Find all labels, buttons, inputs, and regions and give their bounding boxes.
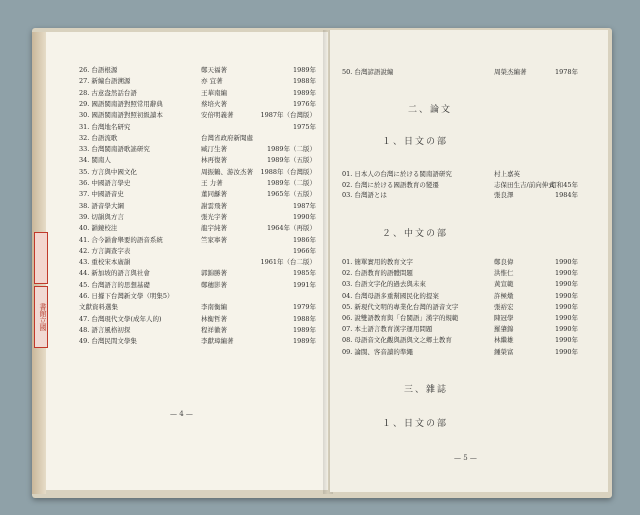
entry-author: 許極燉 — [494, 291, 514, 300]
heading-japanese-2: １、日文の部 — [382, 419, 449, 429]
heading-chinese: ２、中文の部 — [382, 229, 449, 239]
entry-year: 1985年 — [292, 269, 316, 278]
entry-year: 1990年 — [292, 212, 316, 221]
entry-title: 09. 論閩、客音讀的準繩 — [342, 347, 413, 356]
entry-title: 37. 中國語音史 — [79, 190, 124, 199]
entry-year: 1989年（二版） — [266, 179, 316, 187]
entry-year: 1989年（五版） — [266, 156, 316, 165]
entry-title: 50. 台灣諺語說編 — [342, 68, 394, 76]
entry-title: 01. 簡單實用的教育文字 — [342, 258, 413, 266]
entry-year: 1978年 — [554, 68, 578, 76]
entry-author: 王華南編 — [201, 88, 227, 97]
entry-author: 程祥徽著 — [201, 325, 227, 334]
right-page — [330, 30, 608, 492]
entry-author: 周榮杰編著 — [494, 68, 527, 76]
entry-title: 30. 國語閩南語對照初級讀本 — [79, 111, 163, 120]
entry-author: 張裕宏 — [494, 302, 514, 311]
entry-author: 林繼雄 — [494, 336, 514, 345]
entry-year: 1990年 — [554, 314, 578, 322]
entry-author: 村上嘉英 — [494, 170, 520, 178]
entry-author: 台灣省政府新聞處 — [201, 133, 253, 142]
entry-title: 34. 閩南人 — [79, 156, 111, 165]
entry-year: 1991年 — [292, 280, 316, 289]
entry-year: 1987年（台灣版） — [260, 111, 316, 120]
entry-author: 謝雲飛著 — [201, 201, 227, 210]
red-stamp — [34, 232, 48, 284]
entry-year: 1987年 — [292, 201, 316, 210]
entry-title: 38. 語音學大綱 — [79, 201, 124, 210]
entry-year: 1989年 — [292, 66, 316, 74]
entry-title: 44. 新加坡的語言與社會 — [79, 269, 150, 278]
entry-author: 董同龢著 — [201, 190, 227, 199]
right-page-number: — 5 — — [454, 454, 477, 462]
entry-author: 臧汀生著 — [201, 145, 227, 154]
entry-title: 43. 重校宋本廣韻 — [79, 258, 131, 267]
entry-author: 志保田生吉/前向伸式 — [494, 180, 555, 189]
entry-title: 41. 合今韻會舉要的語音系統 — [79, 235, 163, 244]
entry-title: 47. 台灣現代文學(成年人的) — [79, 314, 162, 323]
entry-year: 1990年 — [554, 291, 578, 300]
entry-year: 1989年（二版） — [266, 145, 316, 154]
entry-author: 鄭穗影著 — [201, 280, 227, 289]
entry-year: 1964年（再版） — [266, 224, 316, 233]
entry-title: 27. 新編台語溯源 — [79, 77, 131, 86]
entry-author: 鍾榮富 — [494, 347, 514, 356]
library-stamp: 書館立國 — [34, 286, 48, 348]
entry-title: 03. 台語文字化的過去與未來 — [342, 280, 426, 289]
entry-year: 1966年 — [292, 246, 316, 255]
entry-author: 鄭良偉 — [494, 258, 514, 266]
entry-year: 1990年 — [554, 258, 578, 266]
heading-misc: 三、雜誌 — [404, 385, 449, 395]
entry-year: 1988年 — [292, 77, 316, 86]
entry-title: 42. 方言調查字表 — [79, 246, 131, 255]
entry-author: 張良澤 — [494, 191, 514, 199]
entry-title: 01. 日本人の台灣に於ける閩南語研究 — [342, 170, 452, 178]
entry-title: 文獻資料選集 — [79, 303, 118, 312]
entry-title: 31. 台灣地名研究 — [79, 122, 131, 131]
entry-author: 龍宇純著 — [201, 224, 227, 233]
entry-year: 1975年 — [292, 122, 316, 131]
entry-year: 1986年 — [292, 235, 316, 244]
entry-title: 33. 台灣閩南語歌謠研究 — [79, 145, 150, 154]
entry-title: 08. 母語音文化觀與語與文之鄉土教育 — [342, 336, 452, 345]
entry-year: 1989年 — [292, 88, 316, 97]
entry-author: 李獻璋編著 — [201, 337, 234, 346]
entry-author: 周振鶴、游汝杰著 — [201, 167, 253, 176]
entry-title: 06. 說雙語教育與「台閩語」漢字的規範 — [342, 314, 459, 322]
entry-year: 1979年 — [292, 303, 316, 312]
entry-author: 陳冠學 — [494, 314, 514, 322]
entry-author: 林再復著 — [201, 156, 227, 165]
entry-year: 1989年 — [292, 325, 316, 334]
entry-author: 鄭天福著 — [201, 66, 227, 74]
entry-title: 45. 台灣語言的思想基礎 — [79, 280, 150, 289]
entry-title: 05. 新現代文明的專業化台灣的語音文字 — [342, 302, 459, 311]
entry-title: 03. 台灣語とは — [342, 191, 387, 199]
entry-title: 07. 本土語言教育漢字運用問題 — [342, 325, 433, 334]
entry-title: 46. 日據下台灣新文學（明集5） — [79, 292, 174, 300]
entry-author: 張光宇著 — [201, 212, 227, 221]
heading-papers: 二、論文 — [408, 105, 453, 115]
entry-year: 1961年（台二版） — [260, 258, 316, 267]
entry-year: 1990年 — [554, 325, 578, 334]
entry-year: 1990年 — [554, 302, 578, 311]
heading-japanese: １、日文の部 — [382, 137, 449, 147]
entry-author: 王 力著 — [201, 179, 223, 187]
entry-title: 48. 語言風格初探 — [79, 325, 131, 334]
entry-title: 02. 台灣に於ける國語教育の變遷 — [342, 180, 439, 189]
entry-title: 04. 台灣母語多重幫國民化的提案 — [342, 291, 439, 300]
entry-author: 安倍明義著 — [201, 111, 234, 120]
entry-author: 郭錦勝著 — [201, 269, 227, 278]
entry-author: 李南衡編 — [201, 303, 227, 312]
entry-year: 1989年 — [292, 337, 316, 346]
entry-year: 昭和45年 — [550, 180, 578, 189]
left-page-number: — 4 — — [170, 410, 193, 418]
entry-title: 02. 台語教育的語體問題 — [342, 269, 413, 278]
entry-author: 黃宣範 — [494, 280, 514, 289]
entry-title: 36. 中國語言學史 — [79, 179, 131, 187]
entry-year: 1965年（五版） — [266, 190, 316, 199]
entry-author: 羅肇錦 — [494, 325, 514, 334]
entry-author: 亦 宜著 — [201, 77, 223, 86]
entry-author: 竺家寧著 — [201, 235, 227, 244]
entry-title: 29. 國語閩南語對照常用辭典 — [79, 99, 163, 108]
entry-year: 1988年（台灣版） — [260, 167, 316, 176]
entry-title: 26. 台語根源 — [79, 66, 118, 74]
entry-author: 洪惟仁 — [494, 269, 514, 278]
entry-author: 林衡哲著 — [201, 314, 227, 323]
entry-year: 1990年 — [554, 269, 578, 278]
entry-title: 35. 方言與中國文化 — [79, 167, 137, 176]
entry-title: 49. 台灣民間文學集 — [79, 337, 137, 346]
entry-title: 39. 切韻與方言 — [79, 212, 124, 221]
entry-title: 32. 台語流歌 — [79, 133, 118, 142]
entry-title: 28. 古意盎然話台語 — [79, 88, 137, 97]
entry-author: 蔡培火著 — [201, 99, 227, 108]
entry-title: 40. 韻鏡校注 — [79, 224, 118, 233]
entry-year: 1984年 — [554, 191, 578, 199]
left-page — [46, 32, 328, 490]
entry-year: 1990年 — [554, 336, 578, 345]
entry-year: 1988年 — [292, 314, 316, 323]
entry-year: 1990年 — [554, 347, 578, 356]
entry-year: 1976年 — [292, 99, 316, 108]
entry-year: 1990年 — [554, 280, 578, 289]
